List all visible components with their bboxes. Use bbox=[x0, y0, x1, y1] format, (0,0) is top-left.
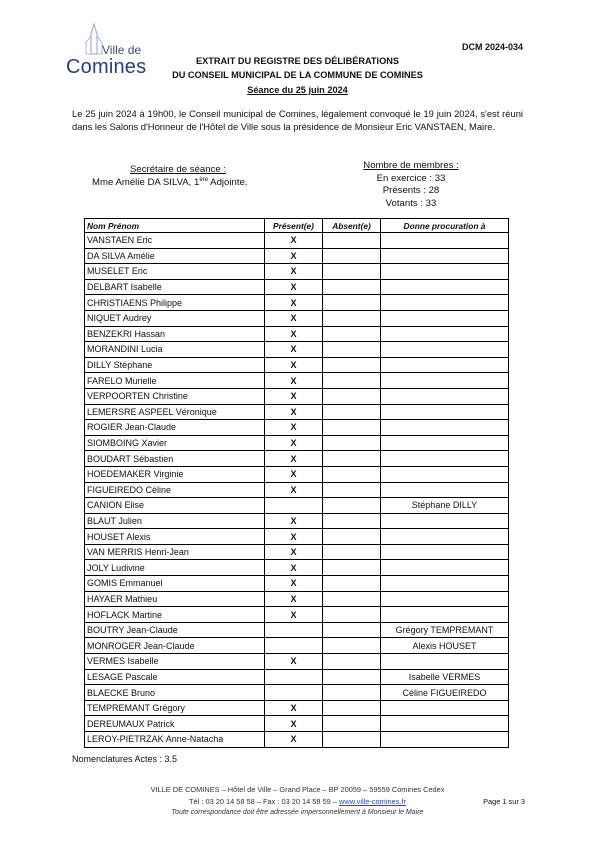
member-name: DEREUMAUX Patrick bbox=[85, 716, 265, 732]
table-row bbox=[85, 732, 509, 748]
member-name: MORANDINI Lucia bbox=[85, 342, 265, 358]
proxy-cell bbox=[381, 326, 509, 342]
proxy-cell bbox=[381, 560, 509, 576]
table-row bbox=[85, 357, 509, 373]
header-absent: Absent(e) bbox=[323, 219, 381, 233]
present-cell: X bbox=[265, 700, 323, 716]
member-name: CANION Elise bbox=[85, 498, 265, 514]
proxy-cell bbox=[381, 716, 509, 732]
table-row bbox=[85, 295, 509, 311]
present-cell: X bbox=[265, 466, 323, 482]
page-number: Page 1 sur 3 bbox=[483, 797, 525, 806]
member-name: LEMERSRE ASPEEL Véronique bbox=[85, 404, 265, 420]
member-name: GOMIS Emmanuel bbox=[85, 576, 265, 592]
present-cell: X bbox=[265, 264, 323, 280]
proxy-cell bbox=[381, 576, 509, 592]
proxy-cell: Stéphane DILLY bbox=[381, 498, 509, 514]
proxy-cell bbox=[381, 295, 509, 311]
absent-cell bbox=[323, 529, 381, 545]
absent-cell bbox=[323, 373, 381, 389]
member-name: FIGUEIREDO Céline bbox=[85, 482, 265, 498]
member-name: MUSELET Eric bbox=[85, 264, 265, 280]
proxy-cell: Céline FIGUEIREDO bbox=[381, 685, 509, 701]
absent-cell bbox=[323, 622, 381, 638]
table-row bbox=[85, 607, 509, 623]
absent-cell bbox=[323, 295, 381, 311]
member-name: DELBART Isabelle bbox=[85, 279, 265, 295]
proxy-cell bbox=[381, 264, 509, 280]
present-cell: X bbox=[265, 560, 323, 576]
absent-cell bbox=[323, 435, 381, 451]
table-row bbox=[85, 310, 509, 326]
proxy-cell: Grégory TEMPREMANT bbox=[381, 622, 509, 638]
member-name: BOUDART Sébastien bbox=[85, 451, 265, 467]
table-row bbox=[85, 404, 509, 420]
proxy-cell bbox=[381, 279, 509, 295]
members-votants: Votants : 33 bbox=[385, 197, 437, 209]
present-cell: X bbox=[265, 654, 323, 670]
member-name: LEROY-PIETRZAK Anne-Natacha bbox=[85, 732, 265, 748]
absent-cell bbox=[323, 560, 381, 576]
present-cell: X bbox=[265, 310, 323, 326]
website-link[interactable]: www.ville-comines.fr bbox=[339, 797, 406, 806]
member-name: HOUSET Alexis bbox=[85, 529, 265, 545]
member-name: VERPOORTEN Christine bbox=[85, 388, 265, 404]
absent-cell bbox=[323, 357, 381, 373]
document-reference: DCM 2024-034 bbox=[461, 42, 523, 52]
present-cell bbox=[265, 669, 323, 685]
table-row bbox=[85, 700, 509, 716]
present-cell: X bbox=[265, 732, 323, 748]
table-row bbox=[85, 342, 509, 358]
proxy-cell bbox=[381, 700, 509, 716]
footer-address: VILLE DE COMINES – Hôtel de Ville – Grand Place – BP 20059 – 59559 Comines Cedex bbox=[150, 785, 445, 794]
present-cell: X bbox=[265, 342, 323, 358]
title-extrait: EXTRAIT DU REGISTRE DES DÉLIBÉRATIONS bbox=[196, 56, 399, 66]
absent-cell bbox=[323, 498, 381, 514]
present-cell: X bbox=[265, 591, 323, 607]
proxy-cell bbox=[381, 435, 509, 451]
present-cell: X bbox=[265, 373, 323, 389]
member-name: DA SILVA Amélie bbox=[85, 248, 265, 264]
member-name: MONROGER Jean-Claude bbox=[85, 638, 265, 654]
header-present: Présent(e) bbox=[265, 219, 323, 233]
absent-cell bbox=[323, 466, 381, 482]
table-row bbox=[85, 654, 509, 670]
member-name: TEMPREMANT Grégory bbox=[85, 700, 265, 716]
present-cell: X bbox=[265, 716, 323, 732]
absent-cell bbox=[323, 607, 381, 623]
absent-cell bbox=[323, 700, 381, 716]
present-cell: X bbox=[265, 248, 323, 264]
absent-cell bbox=[323, 716, 381, 732]
table-row bbox=[85, 638, 509, 654]
absent-cell bbox=[323, 404, 381, 420]
intro-paragraph: Le 25 juin 2024 à 19h00, le Conseil municipal de Comines, légalement convoqué le 19 juin 2024, s'est réuni dans les Salons d'Honneur de l'Hôtel de Ville sous la présidence de Monsieur Eric VANSTAEN, Maire. bbox=[72, 108, 523, 132]
proxy-cell bbox=[381, 732, 509, 748]
present-cell: X bbox=[265, 435, 323, 451]
table-row bbox=[85, 451, 509, 467]
members-en-exercice: En exercice : 33 bbox=[376, 172, 446, 184]
secretary-sup: ère bbox=[199, 177, 209, 183]
table-header-row bbox=[85, 219, 509, 233]
proxy-cell bbox=[381, 388, 509, 404]
member-name: BLAUT Julien bbox=[85, 513, 265, 529]
proxy-cell bbox=[381, 529, 509, 545]
secretary-name: Mme Amélie DA SILVA, 1ère Adjointe. bbox=[92, 177, 248, 189]
present-cell: X bbox=[265, 279, 323, 295]
proxy-cell bbox=[381, 357, 509, 373]
member-name: FARELO Murielle bbox=[85, 373, 265, 389]
absent-cell bbox=[323, 638, 381, 654]
proxy-cell bbox=[381, 420, 509, 436]
absent-cell bbox=[323, 279, 381, 295]
table-row bbox=[85, 513, 509, 529]
table-row bbox=[85, 685, 509, 701]
member-name: ROGIER Jean-Claude bbox=[85, 420, 265, 436]
present-cell: X bbox=[265, 326, 323, 342]
logo-text-comines: Comines bbox=[66, 56, 147, 78]
table-row bbox=[85, 248, 509, 264]
absent-cell bbox=[323, 685, 381, 701]
proxy-cell bbox=[381, 544, 509, 560]
member-name: CHRISTIAENS Philippe bbox=[85, 295, 265, 311]
absent-cell bbox=[323, 342, 381, 358]
title-conseil: DU CONSEIL MUNICIPAL DE LA COMMUNE DE COMINES bbox=[172, 70, 423, 80]
member-name: VAN MERRIS Henri-Jean bbox=[85, 544, 265, 560]
present-cell bbox=[265, 498, 323, 514]
table-row bbox=[85, 466, 509, 482]
absent-cell bbox=[323, 482, 381, 498]
member-name: VERMES Isabelle bbox=[85, 654, 265, 670]
members-label: Nombre de membres : bbox=[363, 160, 459, 171]
present-cell bbox=[265, 622, 323, 638]
member-name: BLAECKE Bruno bbox=[85, 685, 265, 701]
member-name: JOLY Ludivine bbox=[85, 560, 265, 576]
member-name: HOEDEMAKER Virginie bbox=[85, 466, 265, 482]
absent-cell bbox=[323, 544, 381, 560]
member-name: HAYAER Mathieu bbox=[85, 591, 265, 607]
table-row bbox=[85, 716, 509, 732]
absent-cell bbox=[323, 669, 381, 685]
member-name: HOFLACK Martine bbox=[85, 607, 265, 623]
table-row bbox=[85, 420, 509, 436]
absent-cell bbox=[323, 654, 381, 670]
absent-cell bbox=[323, 591, 381, 607]
table-row bbox=[85, 388, 509, 404]
present-cell: X bbox=[265, 607, 323, 623]
table-row bbox=[85, 264, 509, 280]
table-row bbox=[85, 482, 509, 498]
proxy-cell bbox=[381, 654, 509, 670]
proxy-cell bbox=[381, 451, 509, 467]
attendance-table bbox=[84, 218, 509, 748]
present-cell: X bbox=[265, 388, 323, 404]
table-row bbox=[85, 669, 509, 685]
proxy-cell bbox=[381, 373, 509, 389]
present-cell bbox=[265, 685, 323, 701]
absent-cell bbox=[323, 513, 381, 529]
absent-cell bbox=[323, 388, 381, 404]
table-row bbox=[85, 560, 509, 576]
present-cell: X bbox=[265, 233, 323, 249]
member-name: BOUTRY Jean-Claude bbox=[85, 622, 265, 638]
secretary-label: Secrétaire de séance : bbox=[130, 164, 226, 175]
proxy-cell bbox=[381, 233, 509, 249]
absent-cell bbox=[323, 310, 381, 326]
proxy-cell: Alexis HOUSET bbox=[381, 638, 509, 654]
member-name: SIOMBOING Xavier bbox=[85, 435, 265, 451]
present-cell: X bbox=[265, 420, 323, 436]
table-row bbox=[85, 435, 509, 451]
proxy-cell bbox=[381, 513, 509, 529]
proxy-cell bbox=[381, 466, 509, 482]
absent-cell bbox=[323, 732, 381, 748]
footer-note: Toute correspondance doit être adressée impersonnellement à Monsieur le Maire bbox=[171, 809, 424, 816]
table-row bbox=[85, 233, 509, 249]
present-cell: X bbox=[265, 404, 323, 420]
absent-cell bbox=[323, 264, 381, 280]
absent-cell bbox=[323, 451, 381, 467]
absent-cell bbox=[323, 420, 381, 436]
present-cell: X bbox=[265, 529, 323, 545]
member-name: DILLY Stéphane bbox=[85, 357, 265, 373]
proxy-cell: Isabelle VERMES bbox=[381, 669, 509, 685]
proxy-cell bbox=[381, 310, 509, 326]
member-name: BENZEKRI Hassan bbox=[85, 326, 265, 342]
table-row bbox=[85, 622, 509, 638]
table-row bbox=[85, 373, 509, 389]
absent-cell bbox=[323, 576, 381, 592]
member-name: NIQUET Audrey bbox=[85, 310, 265, 326]
table-row bbox=[85, 529, 509, 545]
present-cell: X bbox=[265, 544, 323, 560]
present-cell: X bbox=[265, 482, 323, 498]
nomenclature: Nomenclatures Actes : 3.5 bbox=[72, 754, 178, 764]
footer-phone: Tél : 03 20 14 58 58 – Fax : 03 20 14 58 59 – bbox=[189, 797, 340, 806]
present-cell bbox=[265, 638, 323, 654]
present-cell: X bbox=[265, 513, 323, 529]
members-count bbox=[331, 160, 491, 210]
proxy-cell bbox=[381, 607, 509, 623]
proxy-cell bbox=[381, 591, 509, 607]
absent-cell bbox=[323, 326, 381, 342]
member-name: LESAGE Pascale bbox=[85, 669, 265, 685]
logo-text-ville-de: Ville de bbox=[102, 43, 142, 57]
present-cell: X bbox=[265, 576, 323, 592]
present-cell: X bbox=[265, 357, 323, 373]
header-proxy: Donne procuration à bbox=[381, 219, 509, 233]
table-row bbox=[85, 591, 509, 607]
members-presents: Présents : 28 bbox=[382, 185, 440, 196]
proxy-cell bbox=[381, 404, 509, 420]
table-row bbox=[85, 498, 509, 514]
proxy-cell bbox=[381, 342, 509, 358]
member-name: VANSTAEN Eric bbox=[85, 233, 265, 249]
table-row bbox=[85, 279, 509, 295]
header-name: Nom Prénom bbox=[85, 219, 265, 233]
present-cell: X bbox=[265, 451, 323, 467]
table-row bbox=[85, 544, 509, 560]
proxy-cell bbox=[381, 482, 509, 498]
proxy-cell bbox=[381, 248, 509, 264]
table-row bbox=[85, 576, 509, 592]
table-row bbox=[85, 326, 509, 342]
absent-cell bbox=[323, 233, 381, 249]
title-seance: Séance du 25 juin 2024 bbox=[247, 85, 348, 95]
present-cell: X bbox=[265, 295, 323, 311]
absent-cell bbox=[323, 248, 381, 264]
